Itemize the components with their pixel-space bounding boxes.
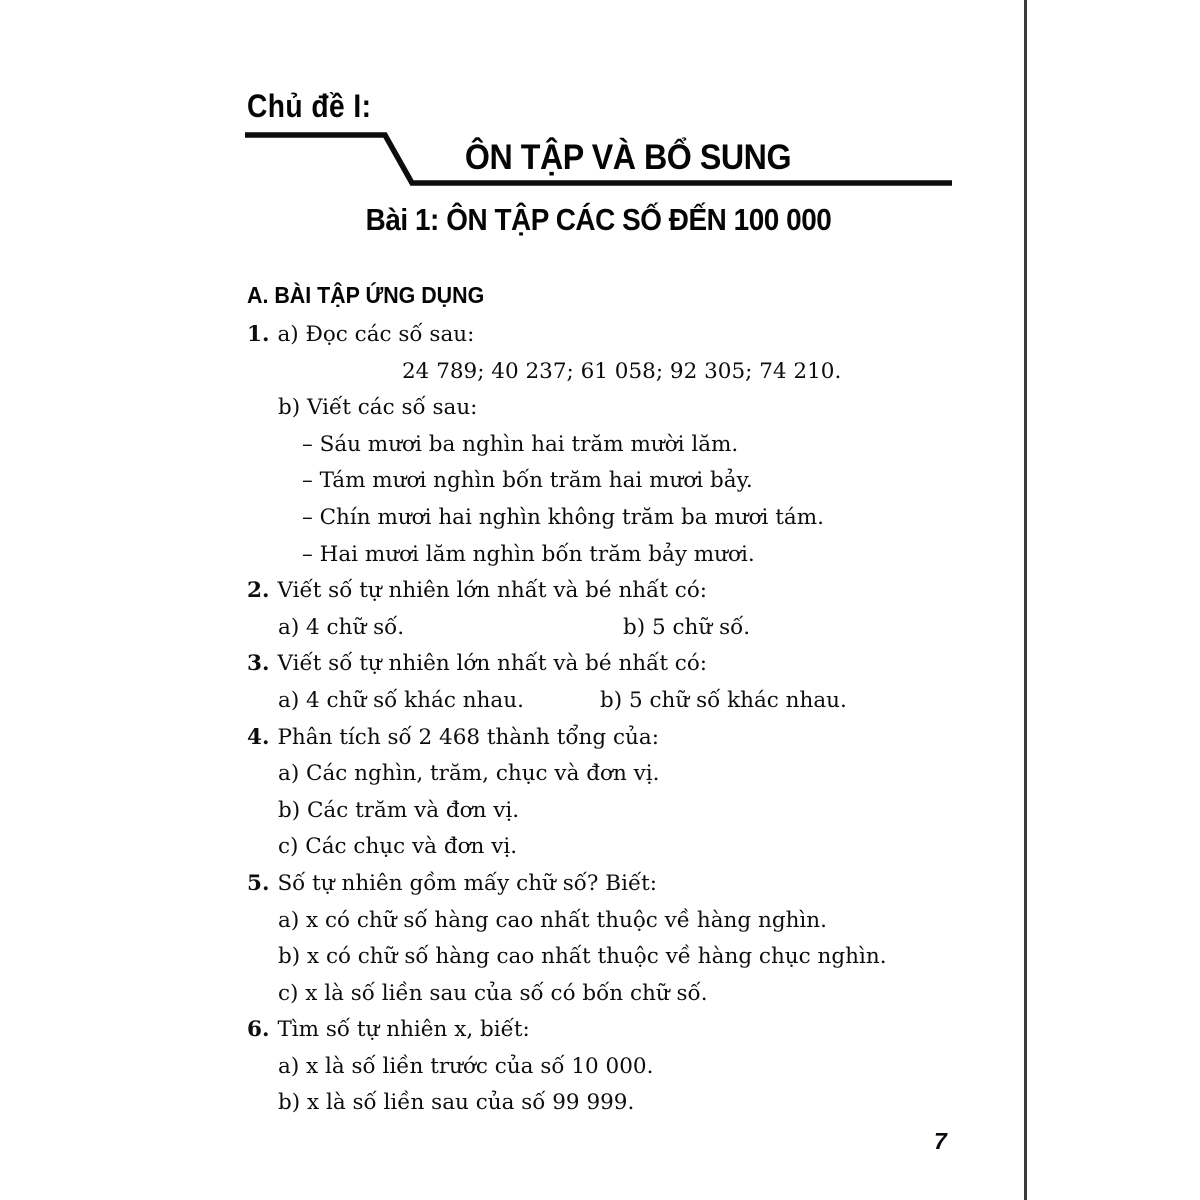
- exercise-list: [247, 323, 959, 1128]
- dash-item: – Chín mươi hai nghìn không trăm ba mươi tám.: [302, 504, 824, 530]
- sub-item: c) Các chục và đơn vị.: [278, 834, 518, 860]
- exercise-1-sub-b: b) Viết các số sau:: [278, 395, 478, 421]
- page-edge-rule: [1024, 0, 1027, 1200]
- exercise-3-intro: [247, 652, 959, 675]
- exercise-number: 2.: [247, 578, 270, 604]
- exercise-number: 1.: [247, 322, 270, 347]
- exercise-2-intro: [247, 579, 959, 602]
- option-a: a) 4 chữ số.: [278, 614, 405, 640]
- dash-item: – Sáu mươi ba nghìn hai trăm mười lăm.: [302, 431, 739, 457]
- exercise-intro-text: Số tự nhiên gồm mấy chữ số? Biết:: [277, 870, 658, 896]
- sub-item: b) x có chữ số hàng cao nhất thuộc về hàng chục nghìn.: [278, 944, 887, 970]
- exercise-1-numbers-line: 24 789; 40 237; 61 058; 92 305; 74 210.: [402, 358, 842, 384]
- sub-item: a) Các nghìn, trăm, chục và đơn vị.: [278, 761, 660, 787]
- exercise-intro-text: a) Đọc các số sau:: [277, 322, 475, 347]
- exercise-1-intro: [247, 323, 959, 346]
- sub-item: c) x là số liền sau của số có bốn chữ số.: [278, 980, 708, 1006]
- sub-item: a) x là số liền trước của số 10 000.: [278, 1053, 654, 1079]
- lesson-title: Bài 1: ÔN TẬP CÁC SỐ ĐẾN 100 000: [365, 202, 832, 237]
- chapter-label: Chủ đề I:: [247, 88, 372, 124]
- exercise-intro-text: Viết số tự nhiên lớn nhất và bé nhất có:: [277, 651, 708, 677]
- exercise-number: 5.: [247, 870, 270, 896]
- option-b: b) 5 chữ số.: [623, 614, 751, 640]
- exercise-2-options: [247, 616, 959, 639]
- sub-item: a) x có chữ số hàng cao nhất thuộc về hàng nghìn.: [278, 907, 827, 933]
- exercise-5-intro: [247, 872, 959, 895]
- exercise-number: 4.: [247, 724, 270, 750]
- exercise-intro-text: Phân tích số 2 468 thành tổng của:: [277, 724, 659, 750]
- exercise-number: 6.: [247, 1017, 270, 1043]
- exercise-number: 3.: [247, 651, 270, 677]
- dash-item: – Hai mươi lăm nghìn bốn trăm bảy mươi.: [302, 541, 755, 567]
- part-a-heading: A. BÀI TẬP ỨNG DỤNG: [247, 282, 485, 308]
- sub-item: b) x là số liền sau của số 99 999.: [278, 1090, 635, 1116]
- option-a: a) 4 chữ số khác nhau.: [278, 687, 524, 713]
- page-number: 7: [934, 1128, 947, 1154]
- exercise-intro-text: Viết số tự nhiên lớn nhất và bé nhất có:: [277, 578, 708, 604]
- option-b: b) 5 chữ số khác nhau.: [600, 687, 847, 713]
- dash-item: – Tám mươi nghìn bốn trăm hai mươi bảy.: [302, 468, 753, 494]
- sub-item: b) Các trăm và đơn vị.: [278, 797, 520, 823]
- exercise-6-intro: [247, 1018, 959, 1041]
- exercise-3-options: [247, 689, 959, 712]
- exercise-4-intro: [247, 726, 959, 749]
- section-title: ÔN TẬP VÀ BỔ SUNG: [464, 138, 792, 177]
- exercise-intro-text: Tìm số tự nhiên x, biết:: [277, 1017, 530, 1043]
